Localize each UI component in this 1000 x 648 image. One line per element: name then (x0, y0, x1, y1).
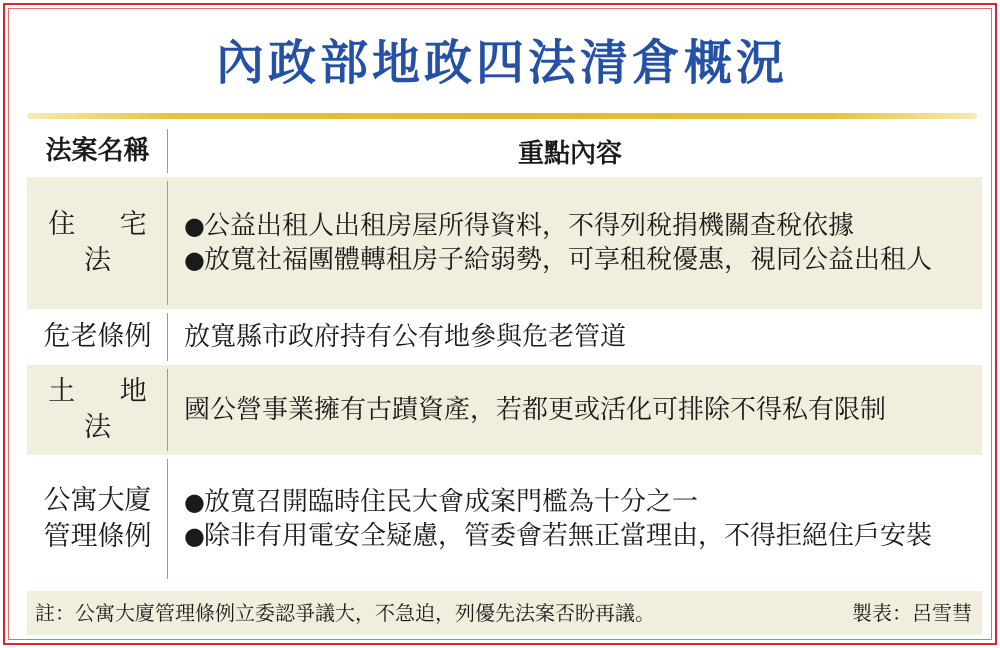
table-row-housing-act (27, 177, 982, 309)
table-row-land-act (27, 365, 982, 455)
law-content (168, 177, 982, 309)
law-name: 土 地 法 (27, 365, 168, 455)
title-divider (27, 113, 977, 119)
infographic-frame (3, 3, 997, 645)
bullet-icon: ● (184, 212, 205, 240)
header-key-content: 重點內容 (517, 138, 622, 169)
law-content: 國公營事業擁有古蹟資產，若都更或活化可排除不得私有限制 (184, 395, 887, 425)
list-item: ● 放寬召開臨時住民大會成案門檻為十分之一 (184, 487, 699, 517)
law-content: 放寬縣市政府持有公有地參與危老管道 (184, 322, 627, 352)
table-header (27, 125, 982, 177)
footer-note-bar (27, 591, 982, 635)
footnote: 註：公寓大廈管理條例立委認爭議大，不急迫，列優先法案否盼再議。 (35, 601, 655, 625)
list-item: ● 除非有用電安全疑慮，管委會若無正當理由，不得拒絕住戶安裝 (184, 521, 933, 551)
page-title: 內政部地政四法清倉概況 (215, 35, 788, 91)
law-name: 危老條例 (27, 309, 168, 365)
list-item: ● 放寬社福團體轉租房子給弱勢，可享租稅優惠，視同公益出租人 (184, 245, 933, 275)
bullet-icon: ● (184, 488, 205, 516)
table-row-urban-renewal (27, 309, 982, 365)
credit: 製表：呂雪彗 (852, 601, 972, 625)
list-item: ● 公益出租人出租房屋所得資料，不得列稅捐機關查稅依據 (184, 211, 855, 241)
header-law-name: 法案名稱 (27, 125, 168, 177)
bullet-icon: ● (184, 246, 205, 274)
law-table (27, 125, 982, 583)
bullet-icon: ● (184, 522, 205, 550)
law-name: 住 宅 法 (27, 177, 168, 309)
table-row-condominium-act (27, 455, 982, 583)
law-name: 公寓大廈管理條例 (27, 455, 168, 583)
law-content (168, 455, 982, 583)
